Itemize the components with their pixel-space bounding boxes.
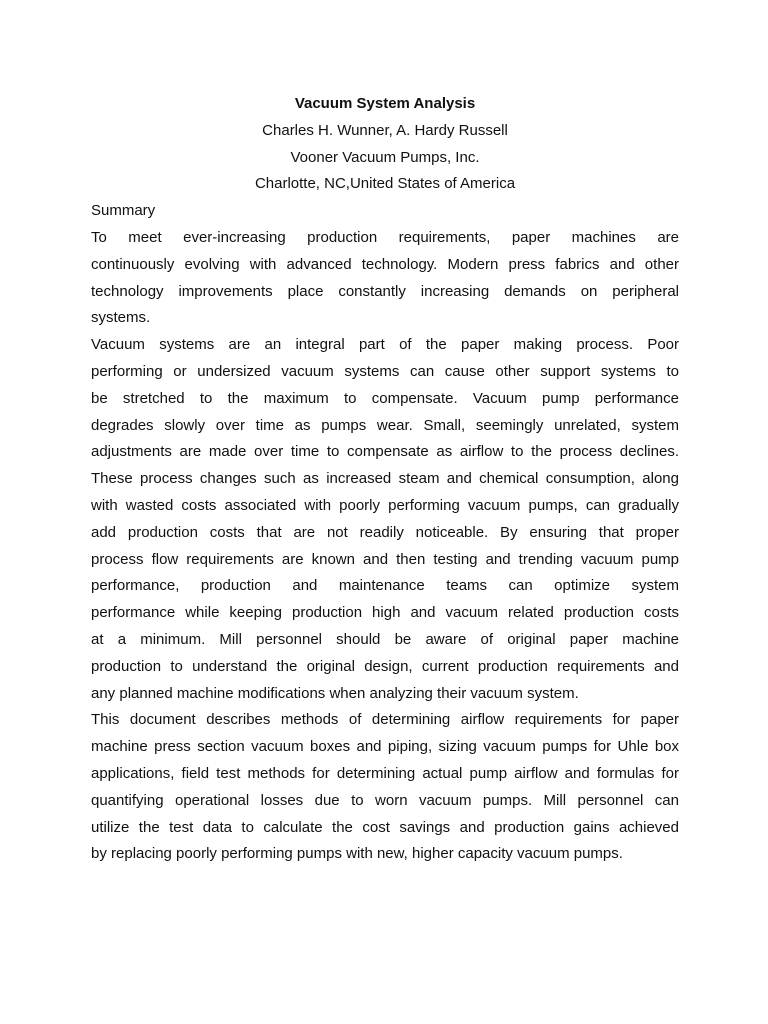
document-authors: Charles H. Wunner, A. Hardy Russell [262,121,508,139]
paragraph-line: technology improvements place constantly increasing demands on peripheral [91,282,679,300]
paragraph-line: degrades slowly over time as pumps wear. Small, seemingly unrelated, system [91,416,679,434]
paragraph-line: adjustments are made over time to compensate as airflow to the process declines. [91,443,679,461]
document-title: Vacuum System Analysis [294,95,476,112]
paragraph-line: be stretched to the maximum to compensate. Vacuum pump performance [91,389,679,407]
paragraph-line: Vacuum systems are an integral part of the paper making process. Poor [91,336,679,354]
paragraph-line: To meet ever-increasing production requirements, paper machines are [91,228,679,246]
paragraph-line: systems. [91,309,151,327]
paragraph-line: any planned machine modifications when analyzing their vacuum system. [91,684,579,702]
document-body [91,91,679,868]
document-company: Vooner Vacuum Pumps, Inc. [290,148,480,166]
paragraph-line: with wasted costs associated with poorly performing vacuum pumps, can gradually [91,496,679,514]
paragraph-line: These process changes such as increased steam and chemical consumption, along [91,470,679,488]
paragraph-line: at a minimum. Mill personnel should be aware of original paper machine [91,630,679,648]
paragraph-line: machine press section vacuum boxes and piping, sizing vacuum pumps for Uhle box [91,738,679,756]
paragraph-line: process flow requirements are known and then testing and trending vacuum pump [91,550,679,568]
paragraph-line: performance, production and maintenance teams can optimize system [91,577,679,595]
paragraph-1 [91,225,679,332]
paragraph-line: utilize the test data to calculate the cost savings and production gains achieved [91,818,679,836]
paragraph-line: by replacing poorly performing pumps with new, higher capacity vacuum pumps. [91,845,623,863]
paragraph-3 [91,707,679,868]
paragraph-line: performance while keeping production high and vacuum related production costs [91,604,679,622]
paragraph-2 [91,332,679,707]
paragraph-line: continuously evolving with advanced technology. Modern press fabrics and other [91,255,679,273]
document-location: Charlotte, NC,United States of America [254,175,516,193]
paragraph-line: This document describes methods of determining airflow requirements for paper [91,711,679,729]
paragraph-line: add production costs that are not readily noticeable. By ensuring that proper [91,523,679,541]
summary-heading: Summary [91,202,156,220]
paragraph-line: performing or undersized vacuum systems can cause other support systems to [91,362,679,380]
paragraph-line: quantifying operational losses due to worn vacuum pumps. Mill personnel can [91,791,679,809]
paragraph-line: applications, field test methods for determining actual pump airflow and formulas for [91,764,679,782]
paragraph-line: production to understand the original design, current production requirements and [91,657,679,675]
